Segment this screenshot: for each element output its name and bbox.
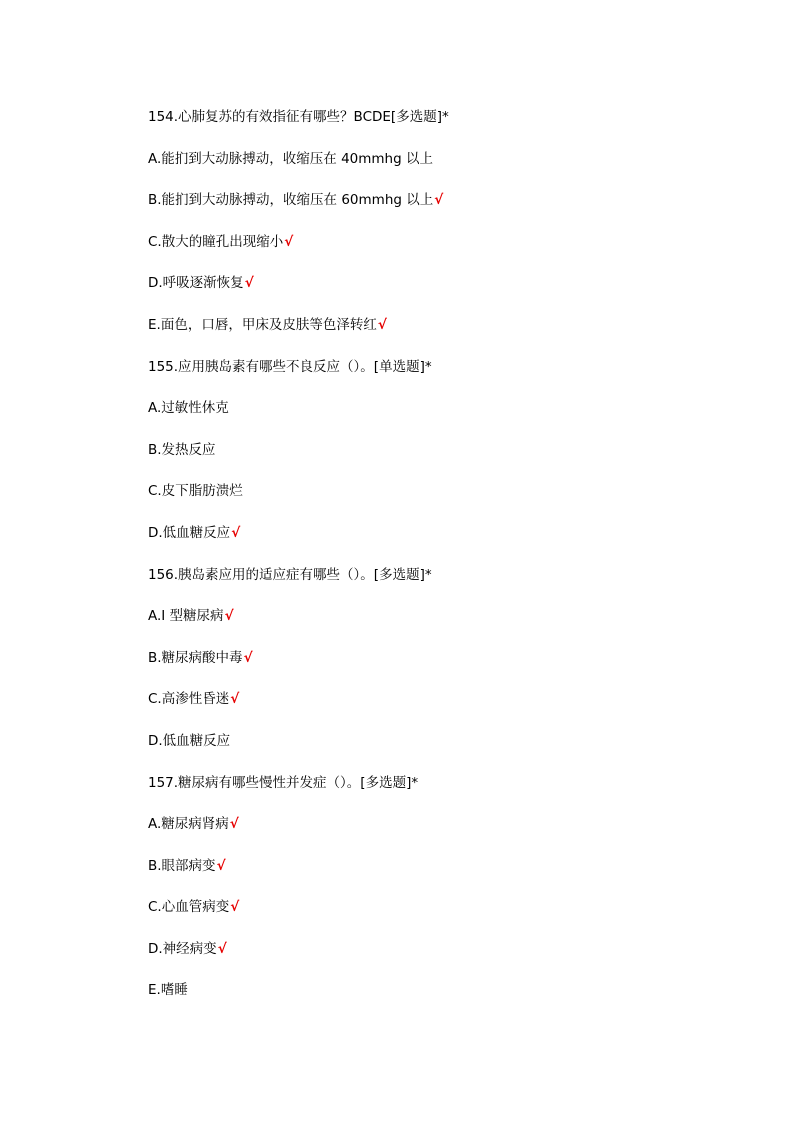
q157-option-d: D.神经病变√ [148, 940, 227, 957]
question-154-title: 154.心肺复苏的有效指征有哪些？BCDE[多选题]* [148, 109, 449, 125]
q156-option-a: A.I 型糖尿病√ [148, 608, 234, 625]
document-page [148, 107, 748, 1022]
question-157-title: 157.糖尿病有哪些慢性并发症（）。[多选题]* [148, 774, 419, 791]
q156-option-b: B.糖尿病酸中毒√ [148, 649, 253, 666]
q154-option-b: B.能扪到大动脉搏动，收缩压在 60mmhg 以上√ [148, 192, 444, 209]
q156-option-d: D.低血糖反应 [148, 732, 231, 749]
q157-option-b: B.眼部病变√ [148, 857, 226, 874]
q157-option-e: E.嗜睡 [148, 982, 188, 999]
check-mark-icon: √ [224, 608, 234, 625]
q155-option-b: B.发热反应 [148, 441, 216, 458]
q156-option-c: C.高渗性昏迷√ [148, 691, 240, 708]
q157-option-c: C.心血管病变√ [148, 899, 240, 916]
q155-option-a: A.过敏性休克 [148, 400, 229, 417]
check-mark-icon: √ [434, 192, 444, 209]
question-156-title: 156.胰岛素应用的适应症有哪些（）。[多选题]* [148, 566, 432, 583]
question-155-title: 155.应用胰岛素有哪些不良反应（）。[单选题]* [148, 358, 432, 375]
q154-option-a: A.能扪到大动脉搏动，收缩压在 40mmhg 以上 [148, 150, 433, 167]
check-mark-icon: √ [244, 275, 254, 292]
q154-option-d: D.呼吸逐渐恢复√ [148, 275, 254, 292]
check-mark-icon: √ [230, 899, 240, 916]
check-mark-icon: √ [284, 233, 294, 250]
check-mark-icon: √ [230, 691, 240, 708]
q155-option-c: C.皮下脂肪溃烂 [148, 483, 243, 500]
check-mark-icon: √ [231, 524, 241, 541]
q157-option-a: A.糖尿病肾病√ [148, 816, 239, 833]
q154-option-e: E.面色，口唇，甲床及皮肤等色泽转红√ [148, 316, 387, 333]
q154-option-c: C.散大的瞳孔出现缩小√ [148, 233, 294, 250]
check-mark-icon: √ [216, 857, 226, 874]
check-mark-icon: √ [229, 816, 239, 833]
q155-option-d: D.低血糖反应√ [148, 524, 241, 541]
check-mark-icon: √ [217, 940, 227, 957]
check-mark-icon: √ [243, 649, 253, 666]
check-mark-icon: √ [377, 316, 387, 333]
